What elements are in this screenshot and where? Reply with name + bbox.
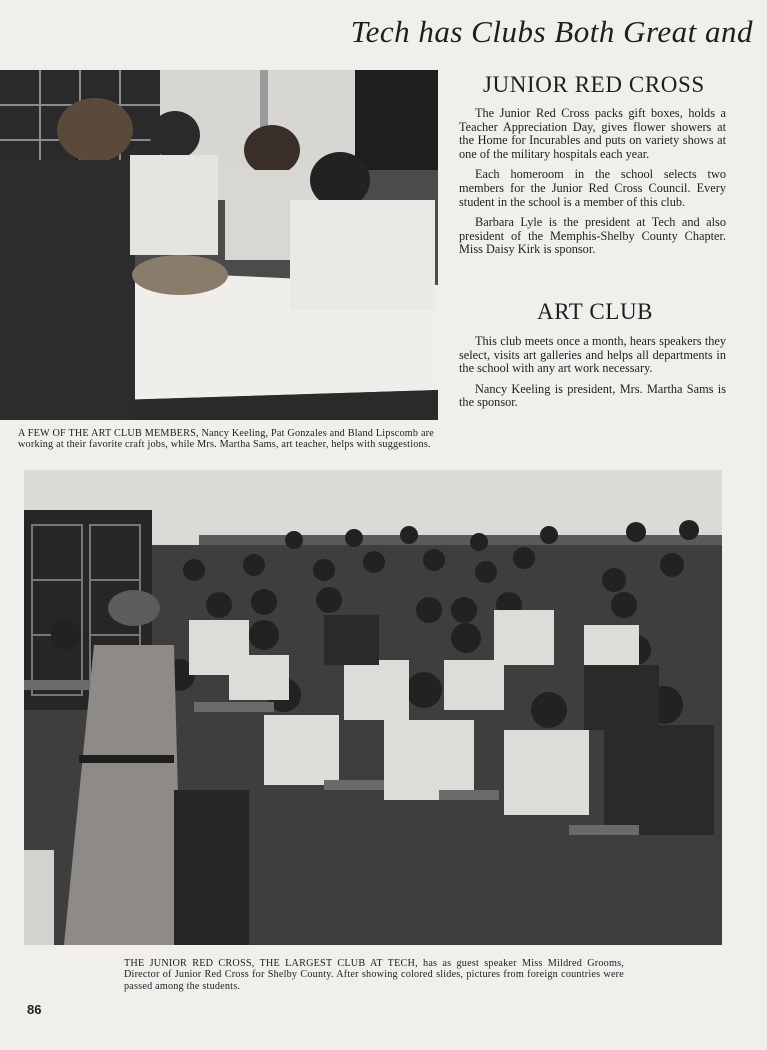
junior-red-cross-heading: JUNIOR RED CROSS (483, 72, 705, 97)
junior-red-cross-photo-caption: THE JUNIOR RED CROSS, THE LARGEST CLUB AT TECH, has as guest speaker Miss Mildred Grooms, Director of Junior Red Cross for Shelby County. After showing colored slides, pictures from foreign countries were passed among the students. (124, 958, 624, 992)
paragraph: This club meets once a month, hears speakers they select, visits art galleries and helps all departments in the school with any art work necessary. (459, 334, 726, 376)
art-club-text (459, 335, 726, 417)
junior-red-cross-text (459, 107, 726, 264)
paragraph: Barbara Lyle is the president at Tech and also president of the Memphis-Shelby County Chapter. Miss Daisy Kirk is sponsor. (459, 215, 726, 257)
paragraph: Nancy Keeling is president, Mrs. Martha Sams is the sponsor. (459, 381, 726, 410)
art-club-photo (0, 70, 438, 420)
art-club-heading: ART CLUB (537, 299, 654, 324)
paragraph: Each homeroom in the school selects two members for the Junior Red Cross Council. Every student in the school is a member of this club. (459, 167, 726, 209)
art-club-photo-caption: A FEW OF THE ART CLUB MEMBERS, Nancy Keeling, Pat Gonzales and Bland Lipscomb are working at their favorite craft jobs, while Mrs. Martha Sams, art teacher, helps with suggestions. (18, 428, 434, 451)
junior-red-cross-photo (24, 470, 722, 945)
page-title: Tech has Clubs Both Great and (350, 14, 753, 49)
page-number: 86 (27, 1002, 42, 1017)
paragraph: The Junior Red Cross packs gift boxes, holds a Teacher Appreciation Day, gives flower showers at the Home for Incurables and puts on variety shows at one of the military hospitals each year. (459, 106, 726, 161)
